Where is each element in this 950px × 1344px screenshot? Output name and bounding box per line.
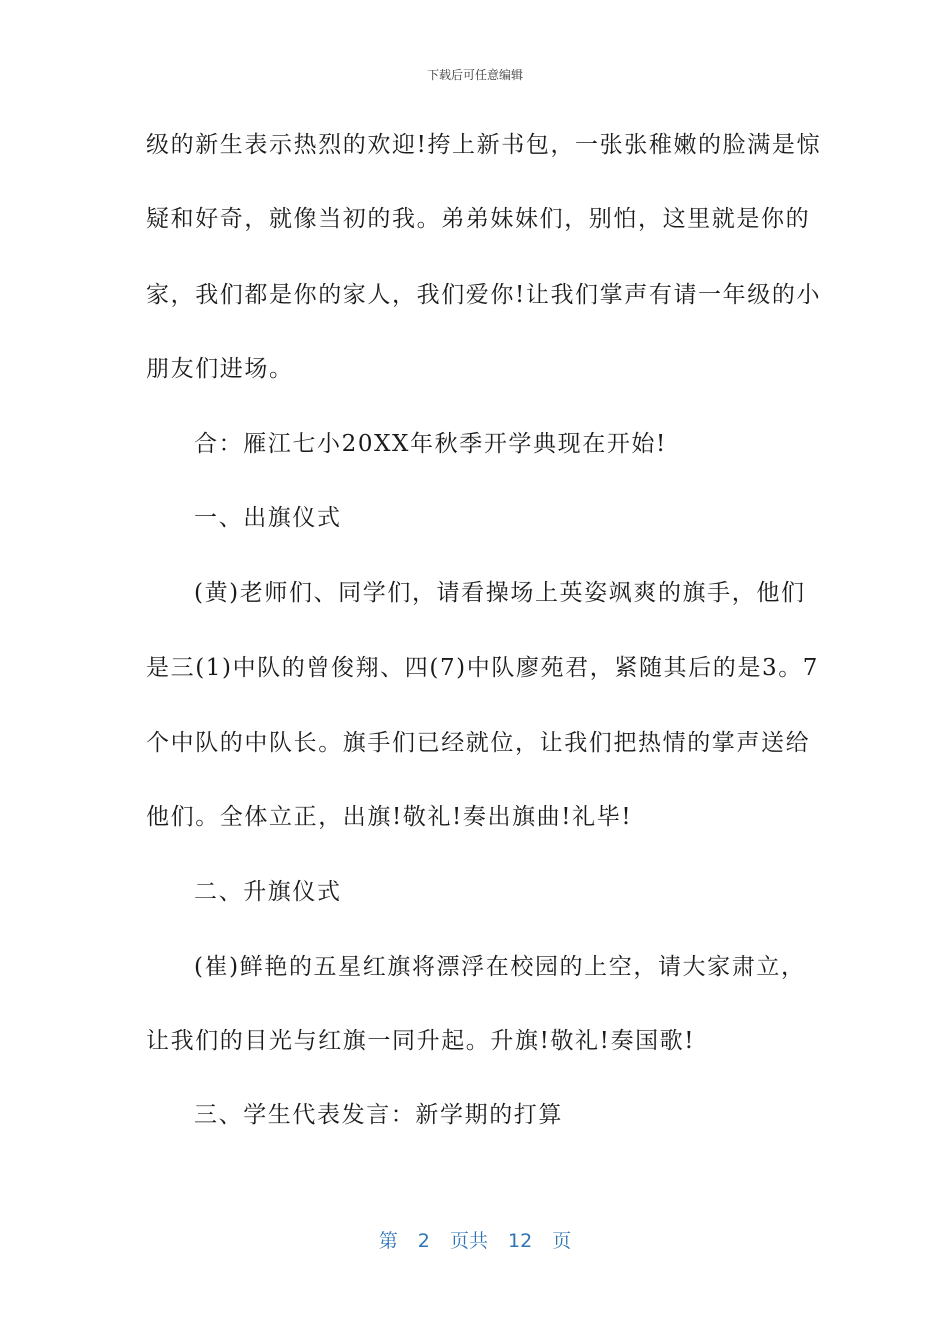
body-line-9: 个中队的中队长。旗手们已经就位，让我们把热情的掌声送给 xyxy=(146,730,811,756)
body-line-8: 是三(1)中队的曾俊翔、四(7)中队廖苑君，紧随其后的是3。7 xyxy=(146,655,820,681)
body-line-3: 家，我们都是你的家人，我们爱你!让我们掌声有请一年级的小 xyxy=(146,282,822,308)
footer-suffix: 页 xyxy=(552,1230,572,1252)
body-line-7: (黄)老师们、同学们，请看操场上英姿飒爽的旗手，他们 xyxy=(194,580,806,606)
body-line-4: 朋友们进场。 xyxy=(146,356,294,382)
footer-prefix: 第 xyxy=(378,1230,398,1252)
section-heading-3: 三、学生代表发言：新学期的打算 xyxy=(194,1102,563,1128)
body-line-13: 让我们的目光与红旗一同升起。升旗!敬礼!奏国歌! xyxy=(146,1028,696,1054)
body-line-5: 合：雁江七小20XX年秋季开学典现在开始! xyxy=(194,431,667,457)
body-line-1: 级的新生表示热烈的欢迎!挎上新书包，一张张稚嫩的脸满是惊 xyxy=(146,132,822,158)
footer-middle: 页共 xyxy=(449,1230,488,1252)
page-footer xyxy=(0,1226,950,1253)
body-line-10: 他们。全体立正，出旗!敬礼!奏出旗曲!礼毕! xyxy=(146,804,633,830)
body-line-12: (崔)鲜艳的五星红旗将漂浮在校园的上空，请大家肃立， xyxy=(194,954,806,980)
page-header: 下载后可任意编辑 xyxy=(426,68,523,82)
footer-current-page: 2 xyxy=(417,1230,430,1252)
section-heading-2: 二、升旗仪式 xyxy=(194,879,342,905)
body-line-2: 疑和好奇，就像当初的我。弟弟妹妹们，别怕，这里就是你的 xyxy=(146,206,811,232)
section-heading-1: 一、出旗仪式 xyxy=(194,505,342,531)
footer-total-pages: 12 xyxy=(508,1230,533,1252)
